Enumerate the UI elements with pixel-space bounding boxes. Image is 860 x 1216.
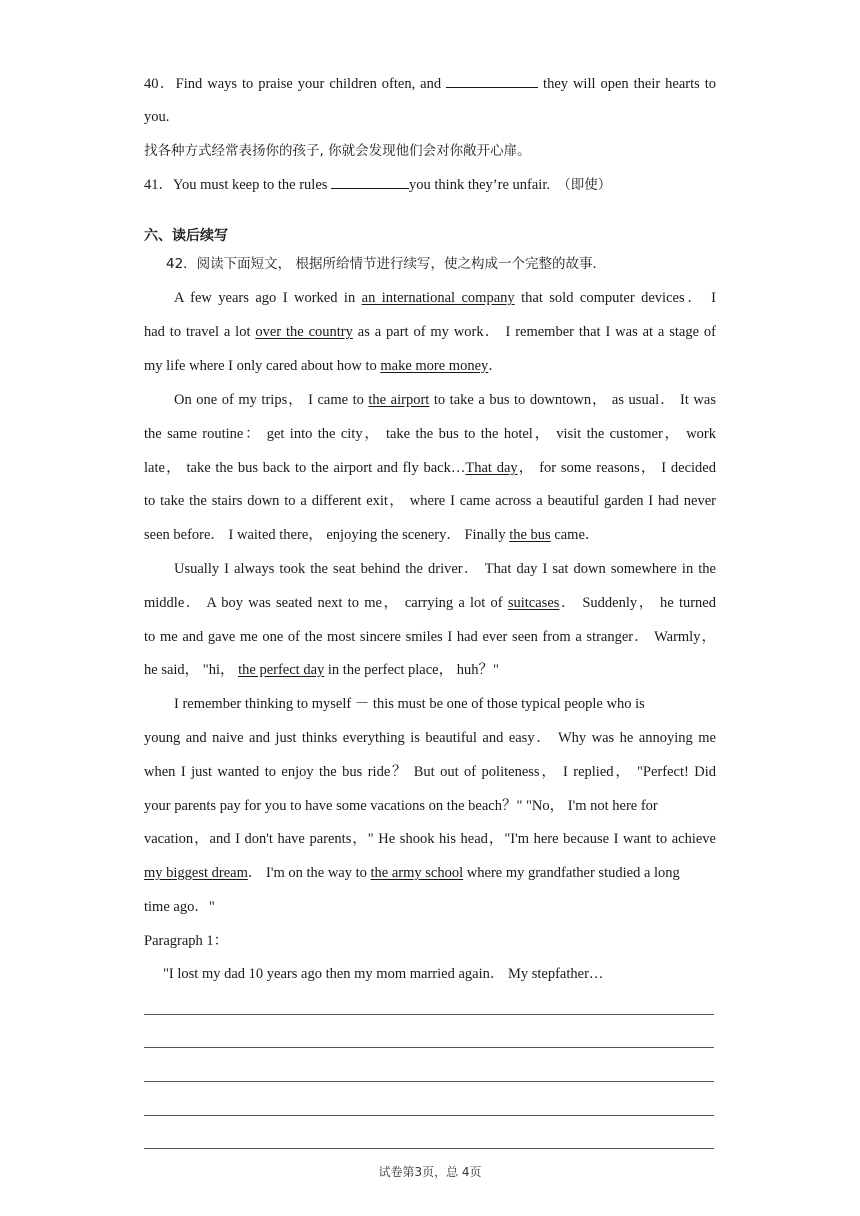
text: On one of my trips， I came to (174, 392, 369, 408)
q41-line (144, 174, 716, 195)
p2-line3 (144, 458, 716, 478)
q40-line2: you. (144, 109, 170, 125)
text: ， for some reasons， I decided (517, 460, 716, 476)
section-title: 六、读后续写 (144, 228, 228, 244)
q42-instruction: 42．阅读下面短文， 根据所给情节进行续写，使之构成一个完整的故事． (166, 256, 606, 272)
p4-line7: time ago．" (144, 899, 215, 915)
p3-line1: Usually I always took the seat behind the driver． That day I sat down somewhere in the (174, 561, 716, 577)
text: as a part of my work． I remember that I was at a stage of (352, 324, 716, 340)
q40-text-a: 40．Find ways to praise your children often, and (144, 76, 447, 92)
underlined-phrase: the airport (368, 392, 430, 408)
text: my life where I only cared about how to (144, 358, 381, 374)
text: in the perfect place， huh？" (324, 662, 499, 678)
writing-line[interactable] (144, 1148, 714, 1149)
p4-line3: when I just wanted to enjoy the bus ride？ But out of politeness， I replied， "Perfect! Did (144, 764, 716, 780)
underlined-phrase: That day (465, 460, 518, 476)
text: ． I'm on the way to (247, 865, 371, 881)
p3-line4 (144, 660, 716, 680)
underlined-phrase: suitcases (507, 595, 560, 611)
q41-text-b: you think they’re unfair. (409, 177, 550, 193)
text: to take a bus to downtown， as usual． It was (429, 392, 716, 408)
p2-line2: the same routine： get into the city， take the bus to the hotel， visit the customer， work (144, 426, 716, 442)
p1-line2 (144, 322, 716, 342)
q40-translation: 找各种方式经常表扬你的孩子, 你就会发现他们会对你敞开心扉。 (144, 143, 531, 159)
writing-line[interactable] (144, 1115, 714, 1116)
text: late， take the bus back to the airport and fly back… (144, 460, 466, 476)
continuation-prompt: "I lost my dad 10 years ago then my mom married again． My stepfather… (163, 966, 604, 982)
p1-line1 (174, 288, 716, 308)
writing-line[interactable] (144, 1014, 714, 1015)
q40-text-b: they will open their hearts to (538, 76, 717, 92)
text: had to travel a lot (144, 324, 256, 340)
underlined-phrase: the bus (509, 527, 551, 543)
underlined-phrase: the perfect day (238, 662, 325, 678)
p4-line1: I remember thinking to myself － this must be one of those typical people who is (174, 696, 645, 712)
underlined-phrase: an international company (361, 290, 515, 306)
text: seen before． I waited there， enjoying the scenery． Finally (144, 527, 510, 543)
page-footer: 试卷第3页，总 4页 (378, 1165, 482, 1179)
p3-line3: to me and gave me one of the most sincere smiles I had ever seen from a stranger． Warmly， (144, 629, 716, 645)
text: ． Suddenly， he turned (559, 595, 716, 611)
underlined-phrase: my biggest dream (144, 865, 248, 881)
p1-line3 (144, 356, 716, 376)
writing-line[interactable] (144, 1047, 714, 1048)
text: where my grandfather studied a long (463, 865, 680, 881)
p2-line4: to take the stairs down to a different exit， where I came across a beautiful garden I had never (144, 493, 716, 509)
text: that sold computer devices． I (514, 290, 716, 306)
text: came． (550, 527, 600, 543)
underlined-phrase: the army school (370, 865, 464, 881)
text: middle． A boy was seated next to me， carrying a lot of (144, 595, 508, 611)
writing-line[interactable] (144, 1081, 714, 1082)
p2-line1 (174, 390, 716, 410)
p4-line2: young and naive and just thinks everything is beautiful and easy． Why was he annoying me (144, 730, 716, 746)
p3-line2 (144, 593, 716, 613)
underlined-phrase: over the country (255, 324, 353, 340)
underlined-phrase: make more money (380, 358, 489, 374)
p2-line5 (144, 525, 716, 545)
p4-line5: vacation，and I don't have parents，" He shook his head，"I'm here because I want to achieve (144, 831, 716, 847)
q40-answer-blank[interactable] (446, 73, 538, 88)
text: ． (488, 358, 503, 374)
text: he said， "hi， (144, 662, 239, 678)
paragraph-label: Paragraph 1： (144, 933, 229, 949)
q41-hint: （即使） (557, 177, 612, 193)
p4-line6 (144, 863, 716, 883)
q41-text-a: 41．You must keep to the rules (144, 177, 332, 193)
q40-line1 (144, 73, 716, 94)
p4-line4: your parents pay for you to have some vacations on the beach？" "No， I'm not here for (144, 798, 658, 814)
q41-answer-blank[interactable] (331, 174, 409, 189)
text: A few years ago I worked in (174, 290, 362, 306)
